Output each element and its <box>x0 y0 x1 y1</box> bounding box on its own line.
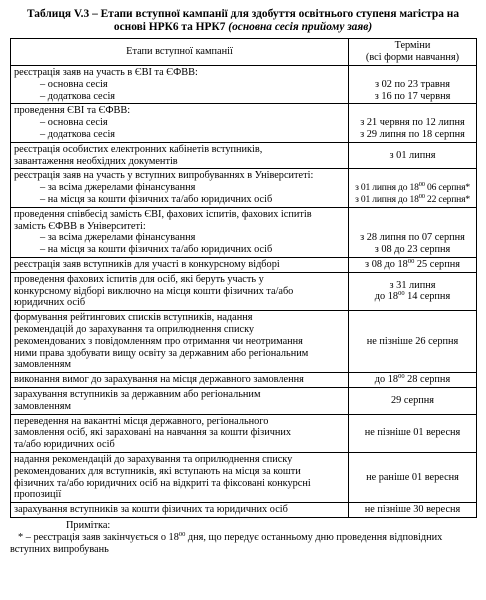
term-text: 28 серпня <box>404 374 451 386</box>
term-value <box>349 257 477 272</box>
term-sup: 00 <box>418 181 425 189</box>
stage-label: реєстрація заяв на участь у вступних випробуваннях в Університеті: <box>14 170 314 182</box>
table-notes <box>10 520 476 556</box>
stage-label: проведення ЄВІ та ЄФВВ: <box>14 105 131 117</box>
stage-label: переведення на вакантні місця державного, регіонального <box>14 415 269 427</box>
term-value: з 08 до 23 серпня <box>374 244 451 256</box>
table-row <box>11 207 477 257</box>
term-text: 06 серпня* <box>424 182 470 194</box>
stage-cell <box>11 66 349 104</box>
term-cell <box>349 272 477 310</box>
stage-label: рекомендованих для вступників, які вступають на місця за кошти <box>14 465 301 477</box>
term-text: з 08 до 18 <box>365 258 408 270</box>
stage-label: та/або юридичних осіб <box>14 439 115 451</box>
term-value: з 01 липня <box>349 142 477 169</box>
table-row <box>11 414 477 452</box>
stage-sublabel: – додаткова сесія <box>40 128 116 140</box>
term-sup: 00 <box>407 257 415 265</box>
term-value: не пізніше 01 вересня <box>349 414 477 452</box>
stage-label: проведення фахових іспитів для осіб, які беруть участь у <box>14 273 264 285</box>
stage-label: завантаження необхідних документів <box>14 155 178 167</box>
stage-label: фізичних та/або юридичних осіб на відкриті та фіксовані конкурсні <box>14 477 311 489</box>
table-row <box>11 503 477 518</box>
term-text: 25 серпня <box>414 258 460 270</box>
stage-label: замовлення осіб, які зараховані на навчання за кошти фізичних <box>14 427 292 439</box>
table-row <box>11 272 477 310</box>
stage-sublabel: – основна сесія <box>40 78 108 90</box>
header-terms <box>349 39 477 66</box>
admission-stages-table <box>10 38 477 518</box>
table-row <box>11 387 477 414</box>
stage-cell <box>11 272 349 310</box>
stage-cell <box>11 142 349 169</box>
stage-sublabel: – за всіма джерелами фінансування <box>40 232 196 244</box>
stage-label: проведення співбесід замість ЄВІ, фахових іспитів, фахових іспитів <box>14 208 312 220</box>
table-header-row <box>11 39 477 66</box>
notes-line <box>10 532 476 544</box>
term-cell <box>349 207 477 257</box>
title-text: Етапи вступної кампанії для здобуття освітнього ступеня магістра на основі НРК6 та НРК7 <box>100 8 460 33</box>
term-text: з 01 липня до 18 <box>355 193 419 205</box>
stage-label: ними права здобувати вищу освіту за державним або регіональним <box>14 347 309 359</box>
stage-label: замовленням <box>14 400 72 412</box>
header-terms-note: (всі форми навчання) <box>365 52 460 63</box>
stage-label: реєстрація заяв вступників для участі в конкурсному відборі <box>11 257 349 272</box>
table-row <box>11 104 477 142</box>
term-text: до 18 <box>374 374 399 386</box>
notes-heading: Примітка: <box>66 519 111 531</box>
notes-sup: 00 <box>178 530 186 538</box>
stage-cell <box>11 104 349 142</box>
term-cell <box>349 66 477 104</box>
stage-cell <box>11 207 349 257</box>
stage-cell <box>11 169 349 207</box>
table-row <box>11 142 477 169</box>
term-value: з 21 червня по 12 липня <box>360 117 465 129</box>
term-text: 14 серпня <box>404 291 451 303</box>
stage-cell <box>11 311 349 373</box>
notes-text: дня, що передує останньому дню проведення відповідних <box>185 531 443 543</box>
table-title <box>10 8 476 34</box>
notes-line: вступних випробувань <box>10 543 109 555</box>
table-row <box>11 66 477 104</box>
stage-label: реєстрація заяв на участь в ЄВІ та ЄФВВ: <box>14 67 198 78</box>
stage-label: замовленням <box>14 359 72 371</box>
title-dash: – <box>89 8 101 20</box>
term-value: не раніше 01 вересня <box>349 452 477 502</box>
term-text: до 18 <box>374 291 399 303</box>
stage-cell <box>11 387 349 414</box>
term-value <box>352 182 473 194</box>
term-sup: 00 <box>418 192 425 200</box>
term-cell <box>349 104 477 142</box>
table-number: Таблиця V.3 <box>26 8 90 20</box>
stage-label: зарахування вступників за державним або регіональним <box>14 388 261 400</box>
term-value: не пізніше 26 серпня <box>349 311 477 373</box>
term-value: 29 серпня <box>349 387 477 414</box>
stage-label: виконання вимог до зарахування на місця державного замовлення <box>11 373 349 388</box>
term-value: з 29 липня по 18 серпня <box>360 128 465 140</box>
table-row <box>11 452 477 502</box>
term-text: 22 серпня* <box>424 193 470 205</box>
stage-sublabel: – на місця за кошти фізичних та/або юридичних осіб <box>40 244 273 256</box>
stage-label: конкурсному відборі виключно на місця кошти фізичних та/або <box>14 285 294 297</box>
term-value: з 02 по 23 травня <box>374 78 451 90</box>
header-terms-title: Терміни <box>394 40 431 52</box>
term-sup: 00 <box>398 290 405 298</box>
stage-cell <box>11 414 349 452</box>
stage-label: юридичних осіб <box>14 297 86 309</box>
stage-label: рекомендацій до зарахування та оприлюднення списку <box>14 323 255 335</box>
term-text: з 01 липня до 18 <box>355 182 419 194</box>
term-value: не пізніше 30 вересня <box>349 503 477 518</box>
stage-sublabel: – основна сесія <box>40 117 108 129</box>
stage-label: надання рекомендацій до зарахування та оприлюднення списку <box>14 453 293 465</box>
term-value: з 31 липня <box>389 279 436 291</box>
stage-sublabel: – додаткова сесія <box>40 90 116 102</box>
term-value: з 16 по 17 червня <box>374 90 451 102</box>
table-row <box>11 311 477 373</box>
stage-label: замість ЄФВВ в Університеті: <box>14 220 146 232</box>
stage-cell <box>11 452 349 502</box>
table-row <box>11 257 477 272</box>
stage-label: реєстрація особистих електронних кабінетів вступників, <box>14 143 263 155</box>
stage-sublabel: – на місця за кошти фізичних та/або юридичних осіб <box>40 193 273 205</box>
stage-sublabel: – за всіма джерелами фінансування <box>40 182 196 194</box>
term-cell <box>349 169 477 207</box>
term-value <box>352 291 473 303</box>
stage-label: пропозиції <box>14 489 62 501</box>
stage-label: зарахування вступників за кошти фізичних та юридичних осіб <box>11 503 349 518</box>
header-stages: Етапи вступної кампанії <box>11 39 349 66</box>
term-value <box>352 194 473 206</box>
term-value <box>349 373 477 388</box>
table-row <box>11 169 477 207</box>
title-note: (основна сесія прийому заяв) <box>228 21 373 33</box>
notes-text: * – реєстрація заяв закінчується о 18 <box>18 531 179 543</box>
stage-label: формування рейтингових списків вступників, надання <box>14 312 253 324</box>
term-value: з 28 липня по 07 серпня <box>360 232 465 244</box>
table-row <box>11 373 477 388</box>
term-sup: 00 <box>398 373 405 381</box>
stage-label: рекомендованих з повідомленням про отримання чи неотримання <box>14 335 303 347</box>
